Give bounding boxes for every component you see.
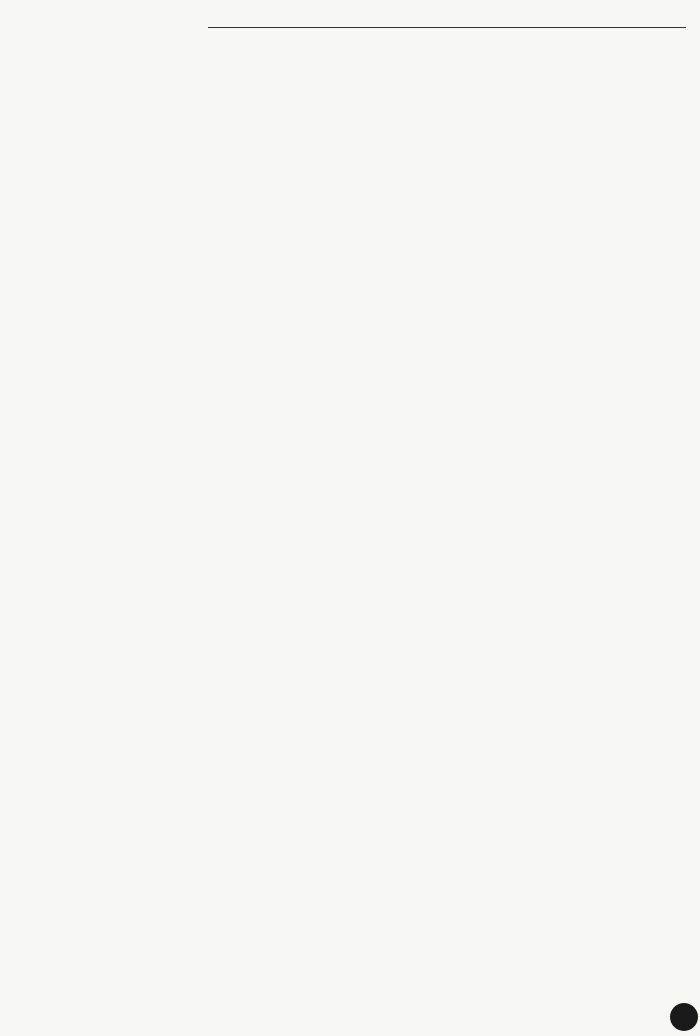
header-rule	[208, 27, 686, 28]
page-header	[18, 10, 686, 40]
page-number-badge	[670, 1003, 698, 1031]
